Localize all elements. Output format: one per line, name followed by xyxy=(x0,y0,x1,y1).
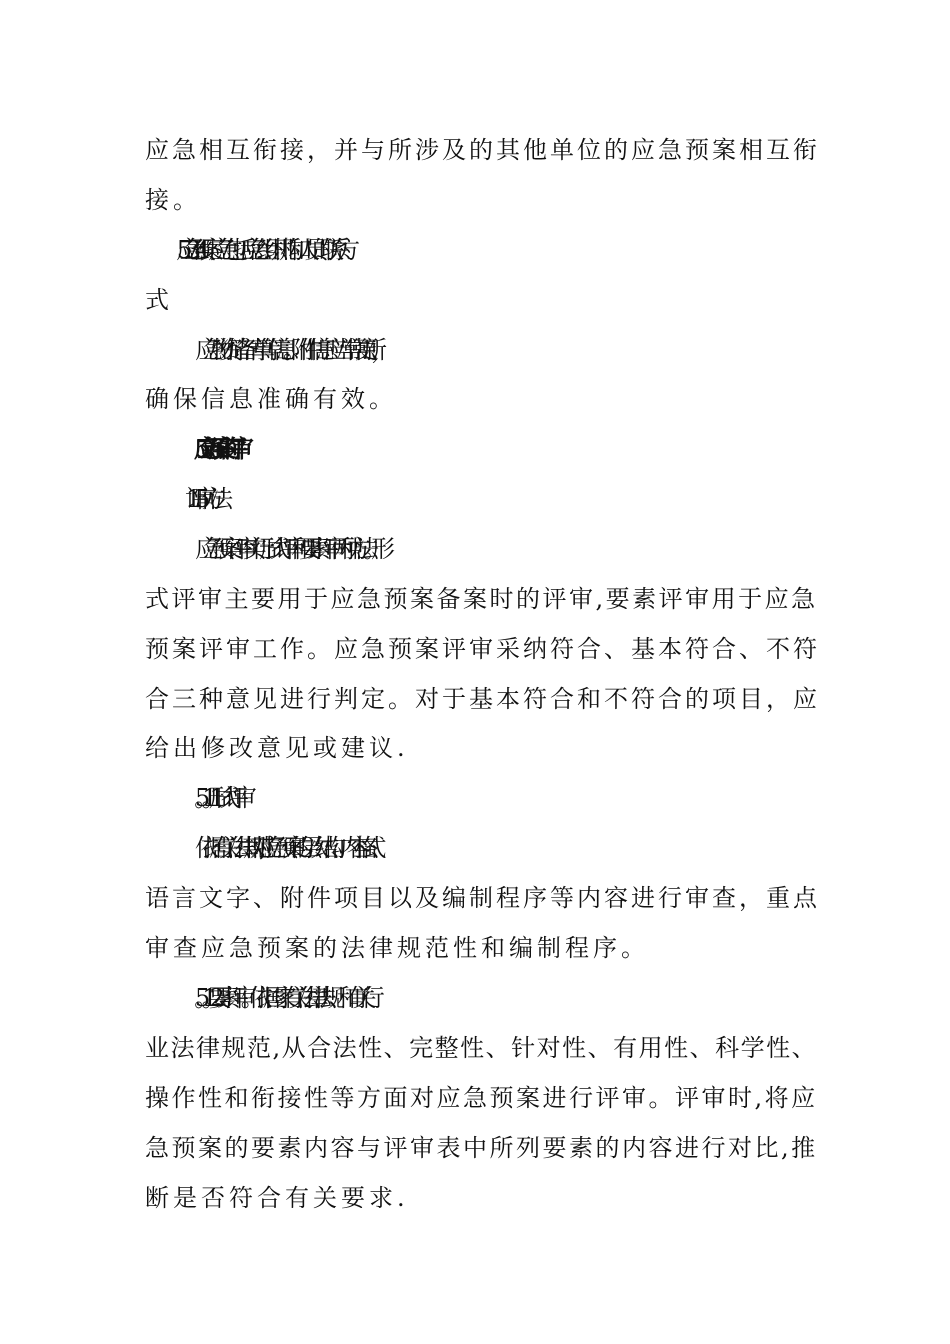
paragraph-line: 确保信息准确有效。 xyxy=(145,385,397,413)
paragraph-line: 依据有关法律规范,对应急预案的层次结构、内容格式、 xyxy=(195,834,379,862)
paragraph-line: 应急相互衔接，并与所涉及的其他单位的应急预案相互衔 xyxy=(145,136,820,164)
section-heading-5: 5应急预案的评审 xyxy=(195,434,236,463)
paragraph-line: 合三种意见进行判定。对于基本符合和不符合的项目，应 xyxy=(145,685,820,713)
paragraph-line: 审查应急预案的法律规范性和编制程序。 xyxy=(145,934,649,962)
paragraph-line: 应急预案评审实行形式评审和要素评审两种方法。形 xyxy=(195,535,379,563)
subsection-heading-5-1: 5.1评审方法 xyxy=(195,485,218,513)
paragraph-line: 接。 xyxy=(145,186,201,214)
paragraph-line: 断是否符合有关要求. xyxy=(145,1184,409,1212)
subsection-heading-5-1-2: 5。1。2要素评审。依据国家有关法律法规、和有关行 xyxy=(195,984,369,1012)
paragraph-line: 语言文字、附件项目以及编制程序等内容进行审查，重点 xyxy=(145,884,820,912)
paragraph-line: 业法律规范,从合法性、完整性、针对性、有用性、科学性、 xyxy=(145,1034,818,1062)
subsection-heading-5-1-1: 5。1。1形式评审 xyxy=(195,784,241,812)
paragraph-line: 操作性和衔接性等方面对应急预案进行评审。评审时,将应 xyxy=(145,1084,818,1112)
section-4-3-5-line: 4.3.5应急预案应急包括应急组织机构和人员的联系方 xyxy=(195,236,345,264)
paragraph-line: 式评审主要用于应急预案备案时的评审,要素评审用于应急 xyxy=(145,585,818,613)
paragraph-line: 预案评审工作。应急预案评审采纳符合、基本符合、不符 xyxy=(145,635,820,663)
paragraph-line: 急预案的要素内容与评审表中所列要素的内容进行对比,推 xyxy=(145,1134,818,1162)
paragraph-line: 应急物资储备清单等信息。附件信息应当常常更新， xyxy=(195,336,379,364)
paragraph-line: 式 xyxy=(145,286,173,314)
paragraph-line: 给出修改意见或建议. xyxy=(145,734,409,762)
